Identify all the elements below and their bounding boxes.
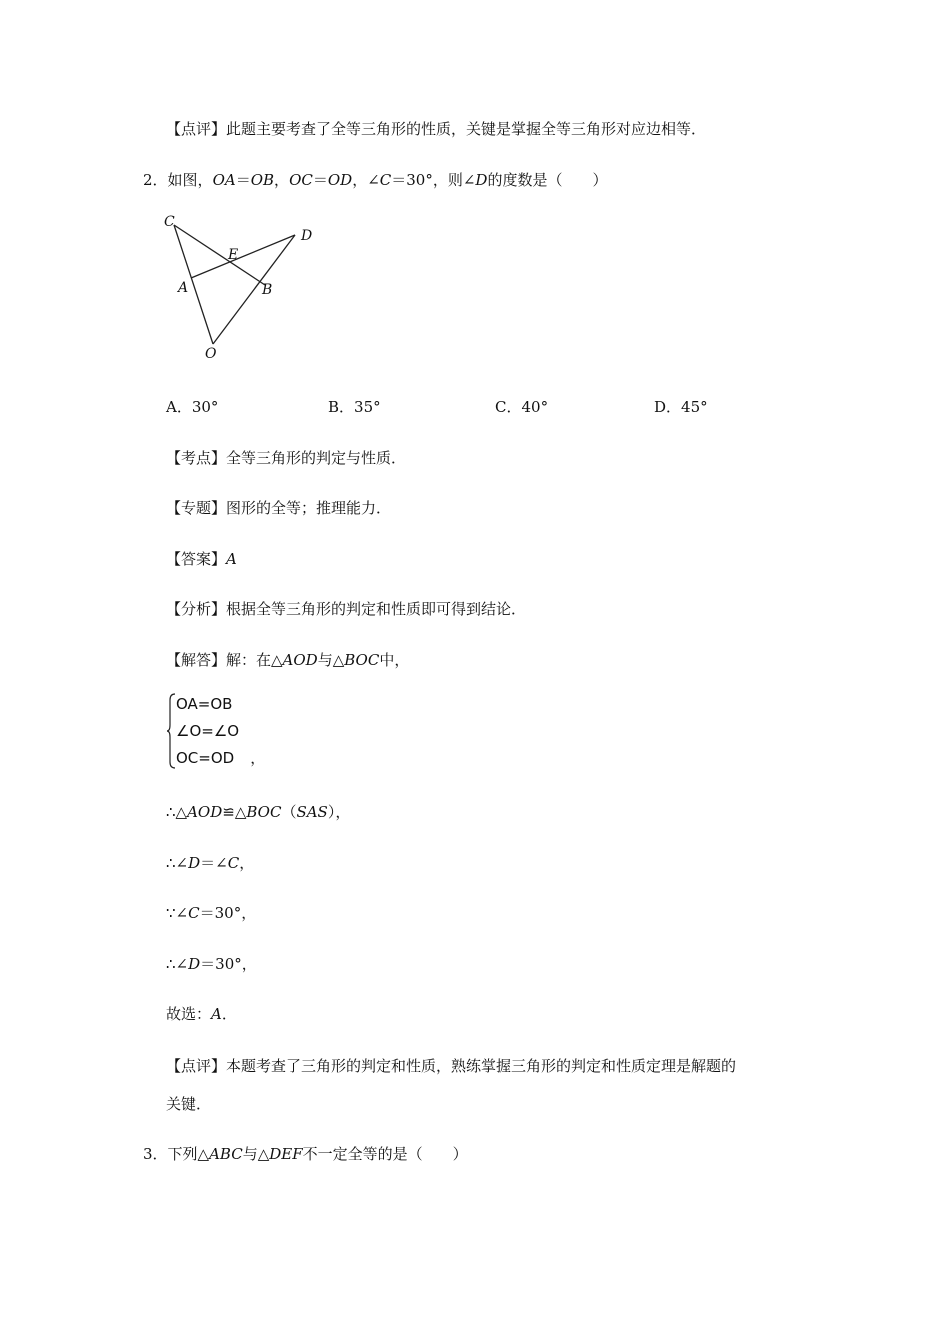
option-label: A． (166, 398, 192, 416)
option-label: D． (654, 398, 682, 416)
answer-value: A (226, 550, 237, 568)
angle-d-value: ＝30°， (200, 955, 257, 973)
congruent-sign: ≌△ (222, 803, 247, 821)
tri-boc: BOC (344, 651, 380, 669)
angle-d: D (188, 955, 201, 973)
tri-def: DEF (269, 1145, 303, 1163)
stem-text: 如图， (167, 171, 213, 189)
angle-d: D (475, 171, 488, 189)
geometry-figure (158, 208, 328, 366)
final-choice-answer: A (211, 1005, 222, 1023)
because: ∵∠ (166, 904, 189, 922)
option-value: 40° (521, 398, 549, 416)
system-trail: ， (250, 749, 266, 767)
angle-c-value: ＝30°，则∠ (391, 171, 476, 189)
label-o: O (205, 346, 217, 362)
left-brace (166, 692, 176, 770)
therefore: ∴△ (166, 803, 188, 821)
q3-end: 不一定全等的是（ ） (302, 1145, 468, 1163)
tri-aod: AOD (282, 651, 318, 669)
line-cb (174, 225, 265, 285)
comma: ， (274, 171, 290, 189)
tri-abc: ABC (209, 1145, 243, 1163)
option-b (328, 396, 381, 418)
q3-mid: 与△ (242, 1145, 270, 1163)
question-2-stem (143, 169, 607, 191)
system-row-2: ∠O=∠O (176, 722, 240, 740)
comma-angle: ，∠ (352, 171, 380, 189)
option-c (495, 396, 548, 418)
label-a: A (178, 280, 189, 296)
option-d (654, 396, 708, 418)
paren-close: ）， (327, 803, 351, 821)
system-row-3-text: OC=OD (176, 749, 235, 767)
label-e: E (228, 247, 239, 263)
fenxi: 【分析】根据全等三角形的判定和性质即可得到结论． (166, 600, 527, 618)
eq: ＝ (312, 171, 328, 189)
step-because (166, 902, 256, 924)
system-row-3 (176, 748, 265, 768)
angle-d: D (188, 854, 201, 872)
option-value: 30° (191, 398, 219, 416)
seg-oa: OA (212, 171, 236, 189)
angle-c: C (227, 854, 240, 872)
label-c: C (164, 214, 175, 230)
paren-open: （ (281, 803, 297, 821)
therefore: ∴∠ (166, 854, 189, 872)
period: ． (221, 1005, 237, 1023)
option-a (166, 396, 218, 418)
step-angle-equal (166, 852, 254, 874)
step-congruence (166, 801, 350, 823)
option-value: 45° (681, 398, 708, 416)
option-label: B． (328, 398, 355, 416)
therefore: ∴∠ (166, 955, 189, 973)
jieda-end: 中， (379, 651, 410, 669)
comma: ， (239, 854, 255, 872)
angle-c-value: ＝30°， (199, 904, 257, 922)
eq-angle: ＝∠ (200, 854, 228, 872)
previous-comment: 【点评】此题主要考查了全等三角形的性质，关键是掌握全等三角形对应边相等． (166, 120, 707, 138)
step-result (166, 953, 257, 975)
question-3-stem (143, 1143, 468, 1165)
option-value: 35° (354, 398, 381, 416)
final-choice (166, 1003, 237, 1025)
jieda-label: 【解答】解：在△ (166, 651, 283, 669)
angle-c: C (188, 904, 200, 922)
zhuanti: 【专题】图形的全等；推理能力． (166, 499, 392, 517)
answer-label: 【答案】 (166, 550, 227, 568)
figure-lines (174, 225, 295, 344)
seg-od: OD (327, 171, 353, 189)
question-number: 2． (143, 171, 168, 189)
eq: ＝ (235, 171, 251, 189)
label-d: D (301, 228, 313, 244)
dianping-line-1: 【点评】本题考查了三角形的判定和性质，熟练掌握三角形的判定和性质定理是解题的 (166, 1057, 737, 1075)
jieda (166, 649, 409, 671)
seg-ob: OB (250, 171, 275, 189)
seg-oc: OC (289, 171, 313, 189)
final-choice-label: 故选： (166, 1005, 212, 1023)
option-label: C． (495, 398, 522, 416)
tri-boc: BOC (246, 803, 282, 821)
angle-c: C (379, 171, 392, 189)
equation-system (166, 692, 276, 772)
stem-suffix: 的度数是（ ） (487, 171, 608, 189)
jieda-mid: 与△ (317, 651, 345, 669)
answer (166, 548, 237, 570)
tri-aod: AOD (187, 803, 223, 821)
system-row-1: OA=OB (176, 695, 233, 713)
label-b: B (262, 282, 273, 298)
kaodian: 【考点】全等三角形的判定与性质． (166, 449, 407, 467)
dianping-line-2: 关键． (166, 1095, 212, 1113)
sas: SAS (296, 803, 328, 821)
question-number: 3． (143, 1145, 168, 1163)
q3-pre: 下列△ (167, 1145, 210, 1163)
